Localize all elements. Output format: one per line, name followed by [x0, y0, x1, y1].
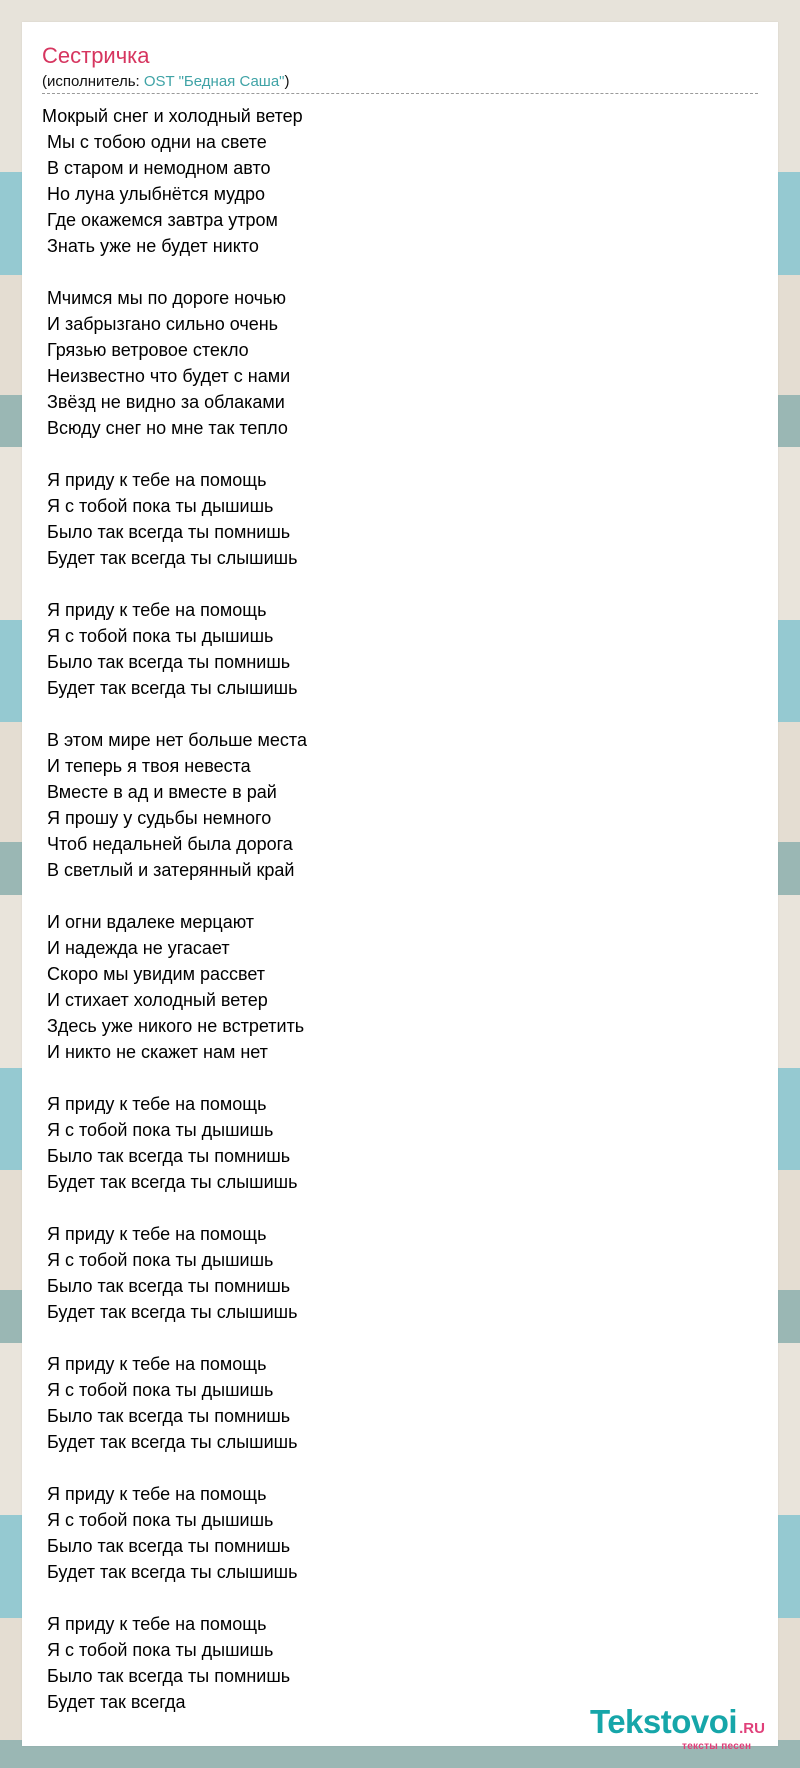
song-title: Сестричка — [42, 43, 150, 68]
lyrics-panel — [22, 22, 778, 1752]
header-divider — [42, 93, 758, 94]
logo-tld: .RU — [739, 1720, 765, 1737]
artist-line — [42, 73, 290, 91]
logo-wordmark: Tekstovoi — [590, 1703, 738, 1740]
lyrics-text: Мокрый снег и холодный ветер Мы с тобою одни на свете В старом и немодном авто Но луна улыбнётся мудро Где окажемся завтра утром Знать уже не будет никто Мчимся мы по дороге ночью И забрызгано сильно очень Грязью ветровое стекло Неизвестно что будет с нами Звёзд не видно за облаками Всюду снег но мне так тепло Я приду к тебе на помощь Я с тобой пока ты дышишь Было так всегда ты помнишь Будет так всегда ты слышишь Я приду к тебе на помощь Я с тобой пока ты дышишь Было так всегда ты помнишь Будет так всегда ты слышишь В этом мире нет больше места И теперь я твоя невеста Вместе в ад и вместе в рай Я прошу у судьбы немного Чтоб недальней была дорога В светлый и затерянный край И огни вдалеке мерцают И надежда не угасает Скоро мы увидим рассвет И стихает холодный ветер Здесь уже никого не встретить И никто не скажет нам нет Я приду к тебе на помощь Я с тобой пока ты дышишь Было так всегда ты помнишь Будет так всегда ты слышишь Я приду к тебе на помощь Я с тобой пока ты дышишь Было так всегда ты помнишь Будет так всегда ты слышишь Я приду к тебе на помощь Я с тобой пока ты дышишь Было так всегда ты помнишь Будет так всегда ты слышишь Я приду к тебе на помощь Я с тобой пока ты дышишь Было так всегда ты помнишь Будет так всегда ты слышишь Я приду к тебе на помощь Я с тобой пока ты дышишь Было так всегда ты помнишь Будет так всегда — [42, 106, 307, 1712]
artist-suffix: ) — [284, 73, 290, 90]
artist-link[interactable]: OST "Бедная Саша" — [143, 73, 285, 90]
logo-tagline: тексты песен — [682, 1741, 752, 1752]
artist-prefix: (исполнитель: — [42, 73, 144, 90]
site-logo[interactable] — [590, 1703, 765, 1752]
